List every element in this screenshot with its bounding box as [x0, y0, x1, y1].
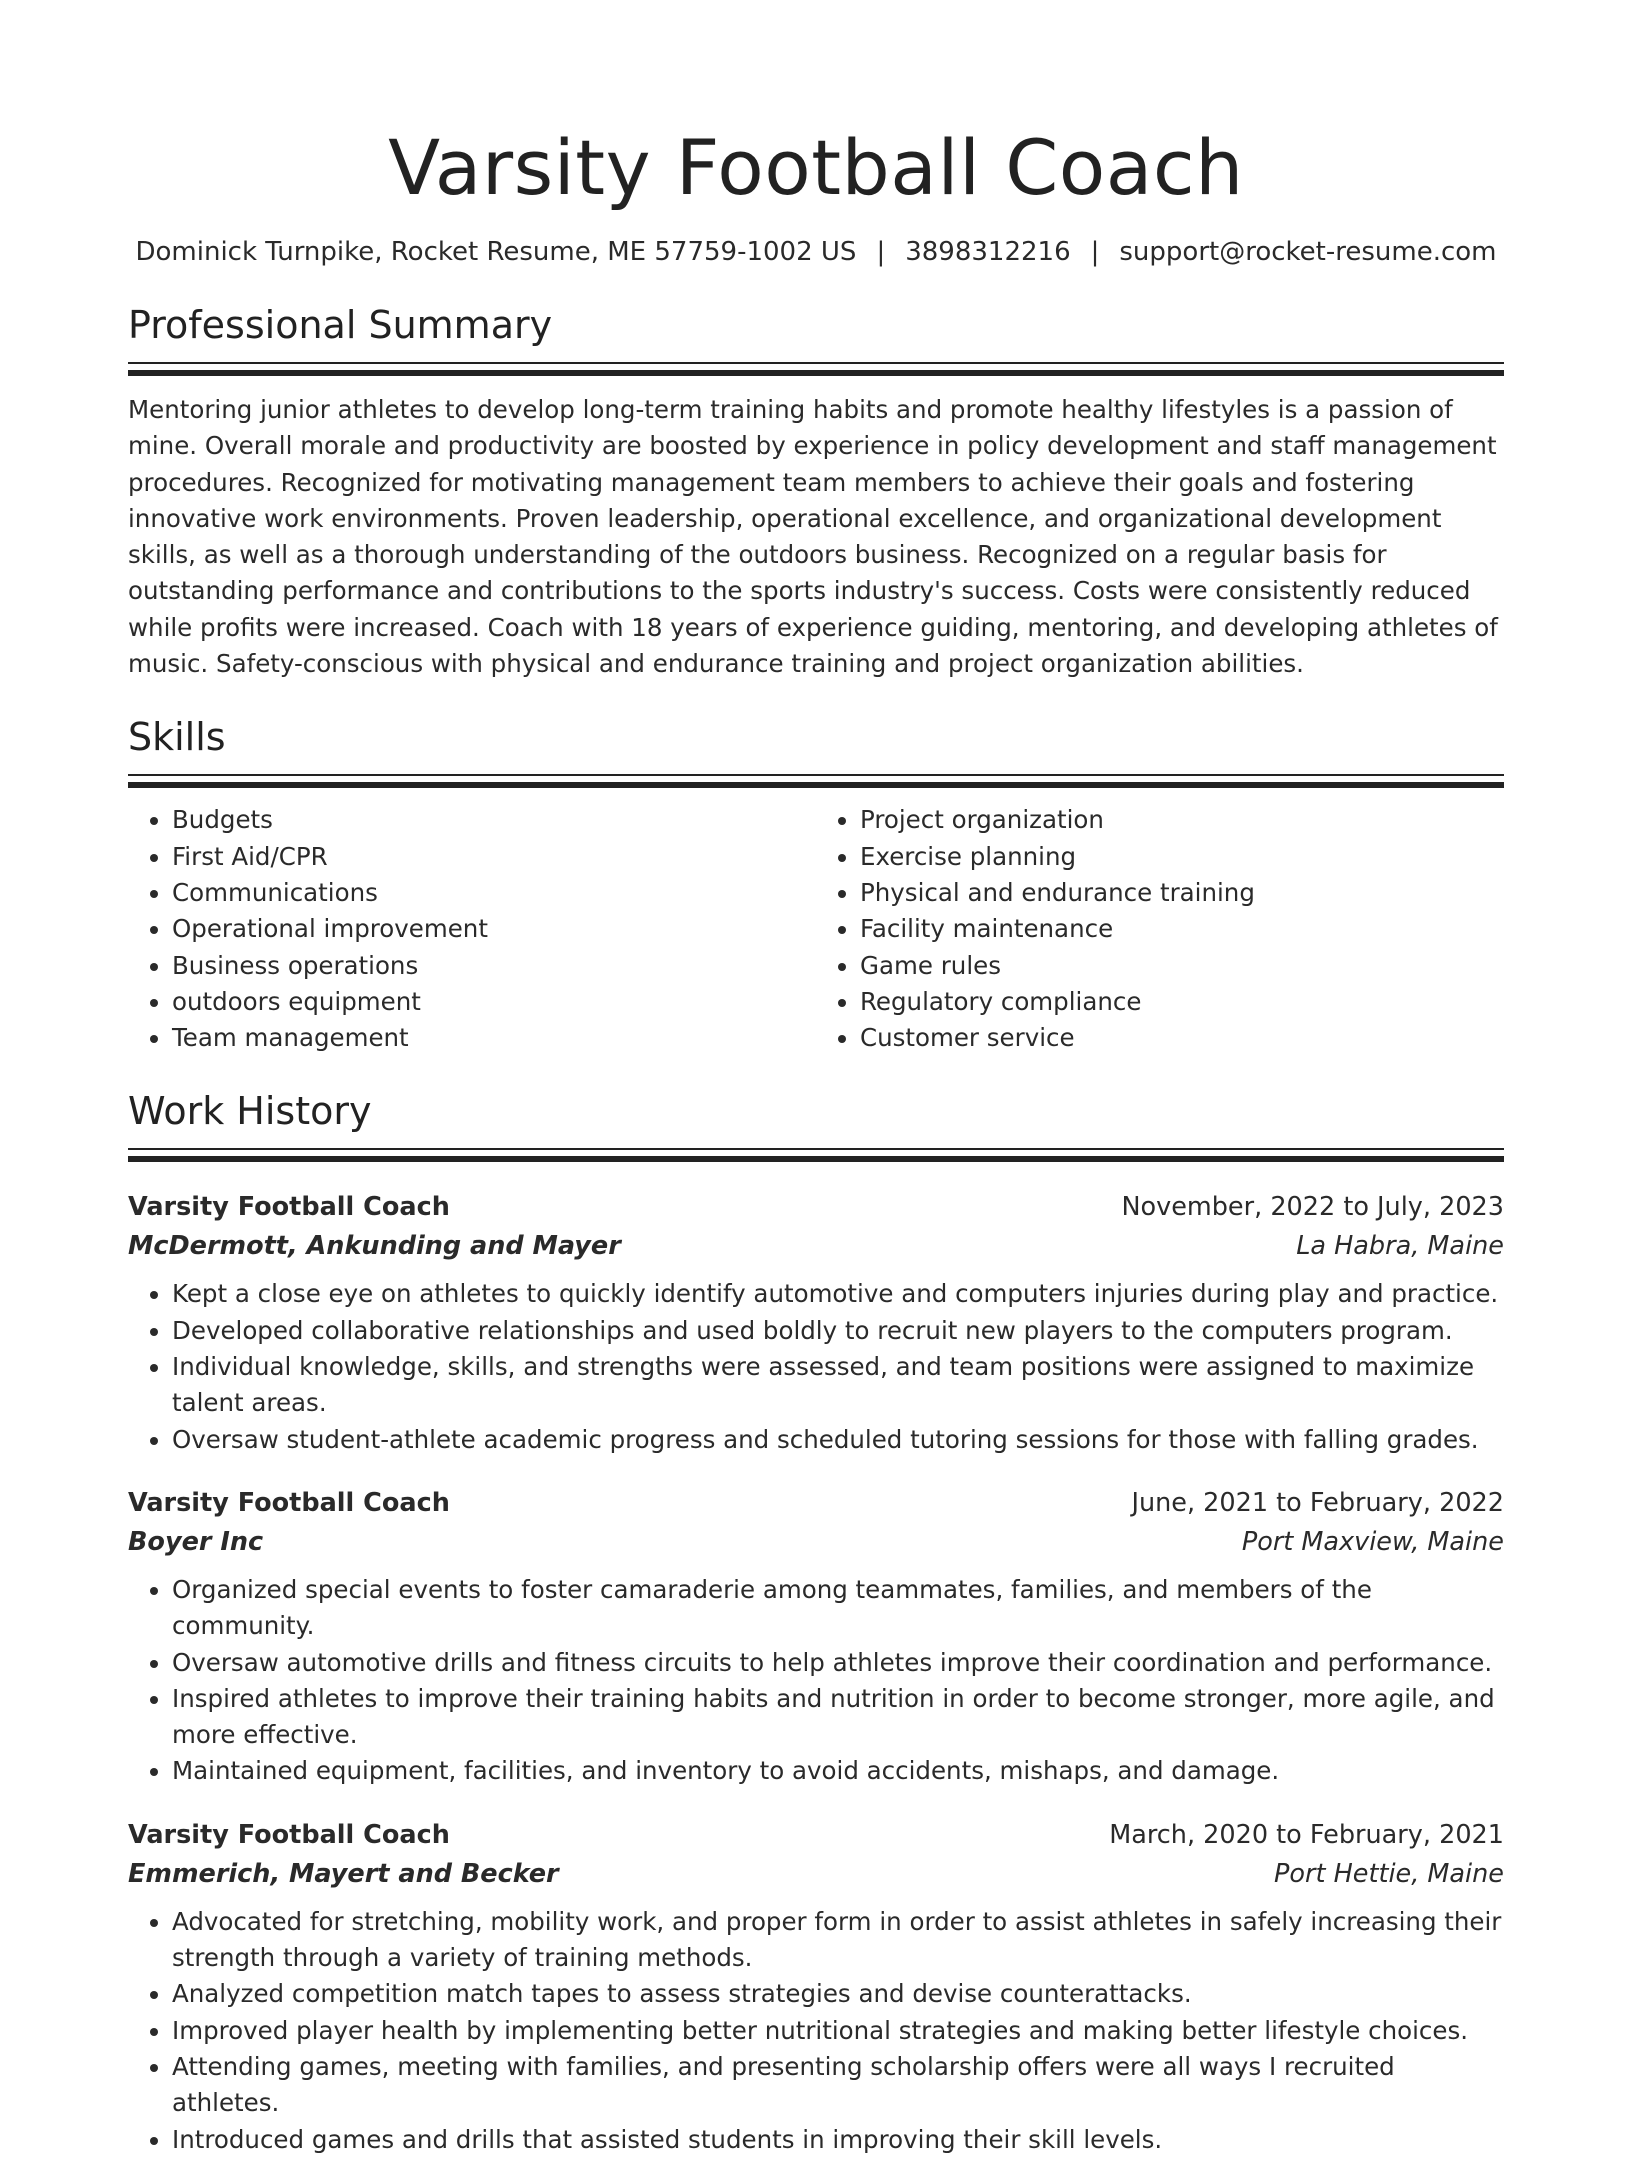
skill-item: • Communications [172, 875, 816, 911]
job-entry [128, 1816, 1504, 2158]
contact-email[interactable]: support@rocket-resume.com [1119, 237, 1497, 267]
job-title: Varsity Football Coach [128, 1819, 450, 1850]
resume-title: Varsity Football Coach [388, 123, 1244, 212]
skill-item: • Regulatory compliance [860, 984, 1504, 1020]
job-bullet: • Organized special events to foster camaraderie among teammates, families, and members of the community. [172, 1572, 1504, 1645]
job-bullet: • Analyzed competition match tapes to assess strategies and devise counterattacks. [172, 1976, 1504, 2012]
section-rule [128, 1148, 1504, 1162]
contact-address: Dominick Turnpike, Rocket Resume, ME 57759-1002 US [135, 237, 857, 267]
skill-item: • outdoors equipment [172, 984, 816, 1020]
section-rule [128, 362, 1504, 376]
job-dates: November, 2022 to July, 2023 [1121, 1192, 1504, 1223]
job-bullet: • Improved player health by implementing better nutritional strategies and making better lifestyle choices. [172, 2013, 1504, 2049]
contact-phone: 3898312216 [905, 237, 1071, 267]
skills-columns [128, 802, 1504, 1056]
skill-item: • Physical and endurance training [860, 875, 1504, 911]
job-bullet: • Oversaw automotive drills and fitness circuits to help athletes improve their coordination and performance. [172, 1645, 1504, 1681]
job-bullets [128, 1904, 1504, 2158]
skill-item: • Budgets [172, 802, 816, 838]
job-entry [128, 1188, 1504, 1457]
contact-separator: | [876, 237, 886, 267]
skills-section [128, 712, 1504, 1056]
skill-item: • Exercise planning [860, 839, 1504, 875]
job-location: Port Hettie, Maine [1274, 1858, 1504, 1889]
skill-item: • Operational improvement [172, 911, 816, 947]
job-company: McDermott, Ankunding and Mayer [128, 1231, 621, 1262]
summary-heading: Professional Summary [128, 303, 553, 347]
job-bullet: • Maintained equipment, facilities, and inventory to avoid accidents, mishaps, and damage. [172, 1753, 1504, 1789]
job-bullet: • Inspired athletes to improve their training habits and nutrition in order to become stronger, more agile, and more effective. [172, 1681, 1504, 1754]
job-company: Boyer Inc [128, 1526, 264, 1557]
summary-section [128, 300, 1504, 682]
skill-item: • First Aid/CPR [172, 839, 816, 875]
job-location: Port Maxview, Maine [1241, 1526, 1504, 1557]
skill-item: • Team management [172, 1020, 816, 1056]
summary-text: Mentoring junior athletes to develop long-term training habits and promote healthy lifestyles is a passion of mine. Overall morale and productivity are boosted by experience in policy development and staff management procedures. Recognized for motivating management team members to achieve their goals and fostering innovative work environments. Proven leadership, operational excellence, and organizational development skills, as well as a thorough understanding of the outdoors business. Recognized on a regular basis for outstanding performance and contributions to the sports industry's success. Costs were consistently reduced while profits were increased. Coach with 18 years of experience guiding, mentoring, and developing athletes of music. Safety-conscious with physical and endurance training and project organization abilities. [128, 395, 1498, 679]
job-bullet: • Kept a close eye on athletes to quickly identify automotive and computers injuries during play and practice. [172, 1276, 1504, 1312]
skill-item: • Facility maintenance [860, 911, 1504, 947]
job-bullet: • Oversaw student-athlete academic progress and scheduled tutoring sessions for those with falling grades. [172, 1422, 1504, 1458]
job-bullet: • Individual knowledge, skills, and strengths were assessed, and team positions were assigned to maximize talent areas. [172, 1349, 1504, 1422]
job-entry [128, 1484, 1504, 1790]
job-bullets [128, 1572, 1504, 1790]
contact-line [128, 234, 1504, 270]
job-dates: June, 2021 to February, 2022 [1131, 1487, 1504, 1518]
job-title: Varsity Football Coach [128, 1487, 450, 1518]
job-location: La Habra, Maine [1296, 1231, 1504, 1262]
skill-item: • Business operations [172, 948, 816, 984]
job-dates: March, 2020 to February, 2021 [1109, 1819, 1504, 1850]
skills-list-left [128, 802, 816, 1056]
job-bullet: • Introduced games and drills that assisted students in improving their skill levels. [172, 2122, 1504, 2158]
job-bullet: • Advocated for stretching, mobility work, and proper form in order to assist athletes in safely increasing their strength through a variety of training methods. [172, 1904, 1504, 1977]
skill-item: • Game rules [860, 948, 1504, 984]
job-bullet: • Attending games, meeting with families, and presenting scholarship offers were all ways I recruited athletes. [172, 2049, 1504, 2122]
job-bullets [128, 1276, 1504, 1457]
skill-item: • Customer service [860, 1020, 1504, 1056]
contact-separator: | [1090, 237, 1100, 267]
section-rule [128, 774, 1504, 788]
work-history-heading: Work History [128, 1089, 372, 1134]
skills-heading: Skills [128, 715, 226, 760]
skill-item: • Project organization [860, 802, 1504, 838]
job-company: Emmerich, Mayert and Becker [128, 1858, 559, 1889]
job-title: Varsity Football Coach [128, 1192, 450, 1223]
job-bullet: • Developed collaborative relationships and used boldly to recruit new players to the computers program. [172, 1313, 1504, 1349]
skills-list-right [816, 802, 1504, 1056]
work-history-section [128, 1086, 1504, 2157]
